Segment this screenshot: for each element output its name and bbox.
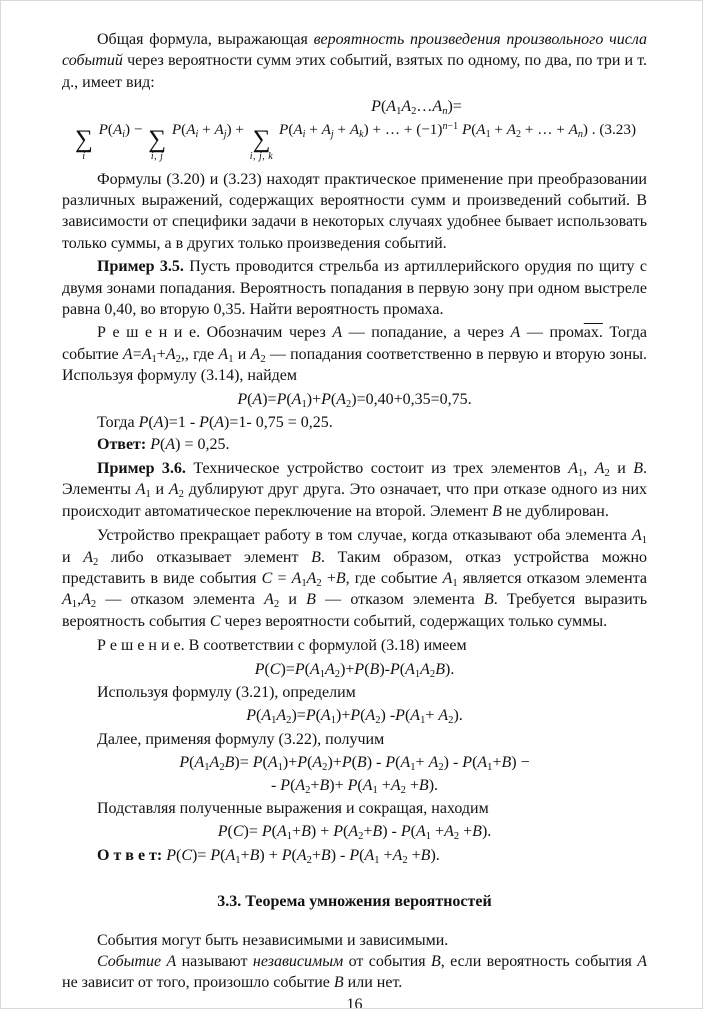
math-run: $A_1$ [442, 569, 458, 589]
text-run: Р е ш е н и е. В соответствии с формулой (3.18) имеем [97, 637, 467, 655]
text-run: , где событие [345, 569, 443, 587]
math-run: B [333, 974, 344, 992]
text-run: , [583, 459, 595, 477]
text-run: Тогда событие [62, 324, 648, 363]
math-run: $A=A_1+A_2$ [122, 345, 181, 365]
math-run: $P(A)=P(A_1)+P(A_2)=0,40+0,35=0,75$. [237, 390, 472, 410]
paragraph [62, 322, 647, 386]
text-run: — пром [520, 324, 584, 342]
text-run: называют [176, 953, 253, 971]
math-run: ∑ i $P(A_i)$ − ∑ i, j $P(A_i + A_j)$ + ∑ i, j, k $P(A_i + A_j + A_k)$ + … + $(-1)^{n-1}$ $P(A_1 + A_2$ + … + $A_n$) . (3.23) [74, 120, 637, 162]
math-run: $P(A_1A_2\dots A_n)=$ [371, 98, 462, 118]
paragraph [62, 845, 647, 866]
math-run: $A_1$ [631, 527, 647, 547]
paragraph [62, 169, 647, 255]
text-run: События могут быть независимыми и зависимыми. [97, 931, 449, 949]
text-run: дублируют друг друга. Это означает, что при отказе одного из них происходит автоматическое переключение на второй. Элемент [62, 481, 648, 520]
math-run: B [311, 548, 321, 566]
page-content [62, 29, 647, 994]
math-run: A [510, 324, 521, 342]
math-run: $A_2$ [594, 459, 610, 479]
math-run: A [166, 953, 177, 971]
text-run: является отказом элемента [457, 569, 647, 587]
text-run: . Требуется выразить вероятность события [62, 591, 648, 630]
paragraph [62, 635, 647, 656]
math-run: $P(A_1A_2B)= P(A_1)+P(A_2)+P(B) - P(A_1+ A_2) - P(A_1+B)$ − [179, 754, 530, 774]
math-run: $A_1,A_2$ [62, 591, 97, 611]
math-run: $A_2$ [250, 345, 266, 365]
text-run: — попадание, а через [342, 324, 511, 342]
math-run: $A_1$ [135, 481, 151, 501]
paragraph [62, 798, 647, 819]
text-run: — отказом элемента [315, 591, 484, 609]
paragraph [62, 930, 647, 951]
text-run: ,, где [180, 345, 219, 363]
math-run: P(A) = 0,25. [150, 435, 230, 453]
text-run: и [150, 481, 169, 499]
text-run: и [233, 345, 251, 363]
math-run: B [483, 591, 494, 609]
math-run: B [492, 502, 502, 520]
text-run: О т в е т: [97, 846, 167, 864]
formula-line [62, 659, 647, 680]
summation-symbol: ∑ i, j, k [249, 125, 274, 162]
text-run: Формулы (3.20) и (3.23) находят практическое применение при преобразовании различных выражений, содержащих вероятности сумм и произведений событий. В зависимости от специфики задачи в некоторых случаях удобнее бывает использовать только суммы, а в других только произведения событий. [62, 170, 647, 252]
formula-line [62, 821, 647, 842]
paragraph [62, 682, 647, 703]
text-run: Подставляя полученные выражения и сокращая, находим [97, 800, 489, 817]
math-run: $P(A_1A_2)=P(A_1)+P(A_2)$ $-P(A_1+ A_2)$. [246, 707, 463, 727]
text-run: Техническое устройство состоит из трех элементов [185, 459, 569, 477]
math-run: $P(C)=P(A_1A_2)+P(B)-P(A_1A_2B)$. [254, 660, 455, 680]
section-heading: 3.3. Теорема умножения вероятностей [217, 893, 492, 911]
text-run: Устройство прекращает работу в том случае, когда отказывают оба элемента [97, 527, 632, 545]
text-run: Ответ: [97, 435, 151, 453]
formula-line [62, 775, 647, 796]
paragraph [62, 458, 647, 522]
math-run: $P(C)= P(A_1+B) + P(A_2+B) - P(A_1 +A_2 +B)$. [166, 846, 440, 866]
math-run: B [431, 953, 441, 971]
math-run: $A_2$ [264, 591, 280, 611]
math-run: A [637, 953, 648, 971]
text-run: , если вероятность события [440, 953, 638, 971]
text-run: . Таким образом, отказ устройства можно представить в виде события [62, 548, 648, 587]
math-run: A [332, 324, 343, 342]
math-run: P(A)=1 - P(A)=1- 0,75 = 0,25. [138, 414, 333, 432]
text-run: не зависит от того, произошло событие [62, 974, 334, 992]
math-run: $P(C)= P(A_1+B) + P(A_2+B) - P(A_1 +A_2 +B)$. [217, 823, 492, 843]
text-run: — отказом элемента [96, 591, 265, 609]
text-run: независимым [252, 953, 344, 971]
text-run: Тогда [97, 414, 139, 432]
text-run: не дублирован. [501, 502, 609, 520]
formula-line [124, 96, 703, 117]
text-run: Пример 3.5. [97, 258, 184, 276]
text-run: Пусть проводится стрельба из артиллерийского орудия по щиту с двумя зонами попадания. Вероятность попадания в первую зону при одном выстреле равна 0,40, во вторую 0,35. Найти вероятность промаха. [62, 258, 647, 319]
text-run: Далее, применяя формулу (3.22), получим [97, 730, 385, 748]
text-run: и [279, 591, 307, 609]
paragraph [62, 729, 647, 750]
text-run: через вероятности сумм этих событий, взятых по одному, по два, по три и т. д., имеет вид: [62, 52, 647, 91]
paragraph [62, 951, 647, 994]
text-run: . Элементы [62, 459, 647, 499]
summation-symbol: ∑ i [74, 125, 93, 162]
formula-line [62, 752, 647, 773]
text-run: Р е ш е н и е. Обозначим через [97, 324, 333, 342]
text-run: и [609, 459, 634, 477]
page-number: 16 [346, 995, 363, 1009]
text-run: через вероятности событий, содержащих только суммы. [220, 612, 608, 630]
text-run: от события [343, 953, 432, 971]
text-run: — попадания соответственно в первую и вторую зоны. Используя формулу (3.14), найдем [62, 345, 647, 385]
math-run: $C = A_1A_2 +B$ [261, 569, 346, 589]
math-run: $A_1$ [218, 345, 234, 365]
formula-line [62, 705, 647, 726]
math-run: B [306, 591, 316, 609]
paragraph [62, 525, 647, 632]
text-run: ах. [583, 324, 603, 342]
formula-line [62, 389, 647, 410]
text-run: и [62, 548, 84, 566]
text-run: Пример 3.6. [97, 459, 186, 477]
text-run: Используя формулу (3.21), определим [97, 683, 356, 701]
text-run: либо отказывает элемент [98, 548, 312, 566]
math-run: C [209, 612, 221, 630]
math-run: B [633, 459, 643, 477]
math-run: $A_1$ [568, 459, 584, 479]
math-run: - $P(A_2+B)+ P(A_1 +A_2 +B)$. [270, 776, 439, 796]
paragraph [62, 412, 647, 433]
formula-line [62, 119, 647, 162]
text-run: Общая формула, выражающая [97, 31, 314, 48]
paragraph [62, 434, 647, 455]
math-run: $A_2$ [83, 548, 99, 568]
math-run: $A_2$ [168, 481, 184, 501]
paragraph [62, 29, 647, 93]
text-run: вероятность произведения произвольного числа событий [62, 31, 647, 70]
paragraph [62, 256, 647, 320]
text-run: Событие [97, 953, 167, 971]
text-run: или нет. [343, 974, 403, 992]
summation-symbol: ∑ i, j [148, 125, 167, 162]
